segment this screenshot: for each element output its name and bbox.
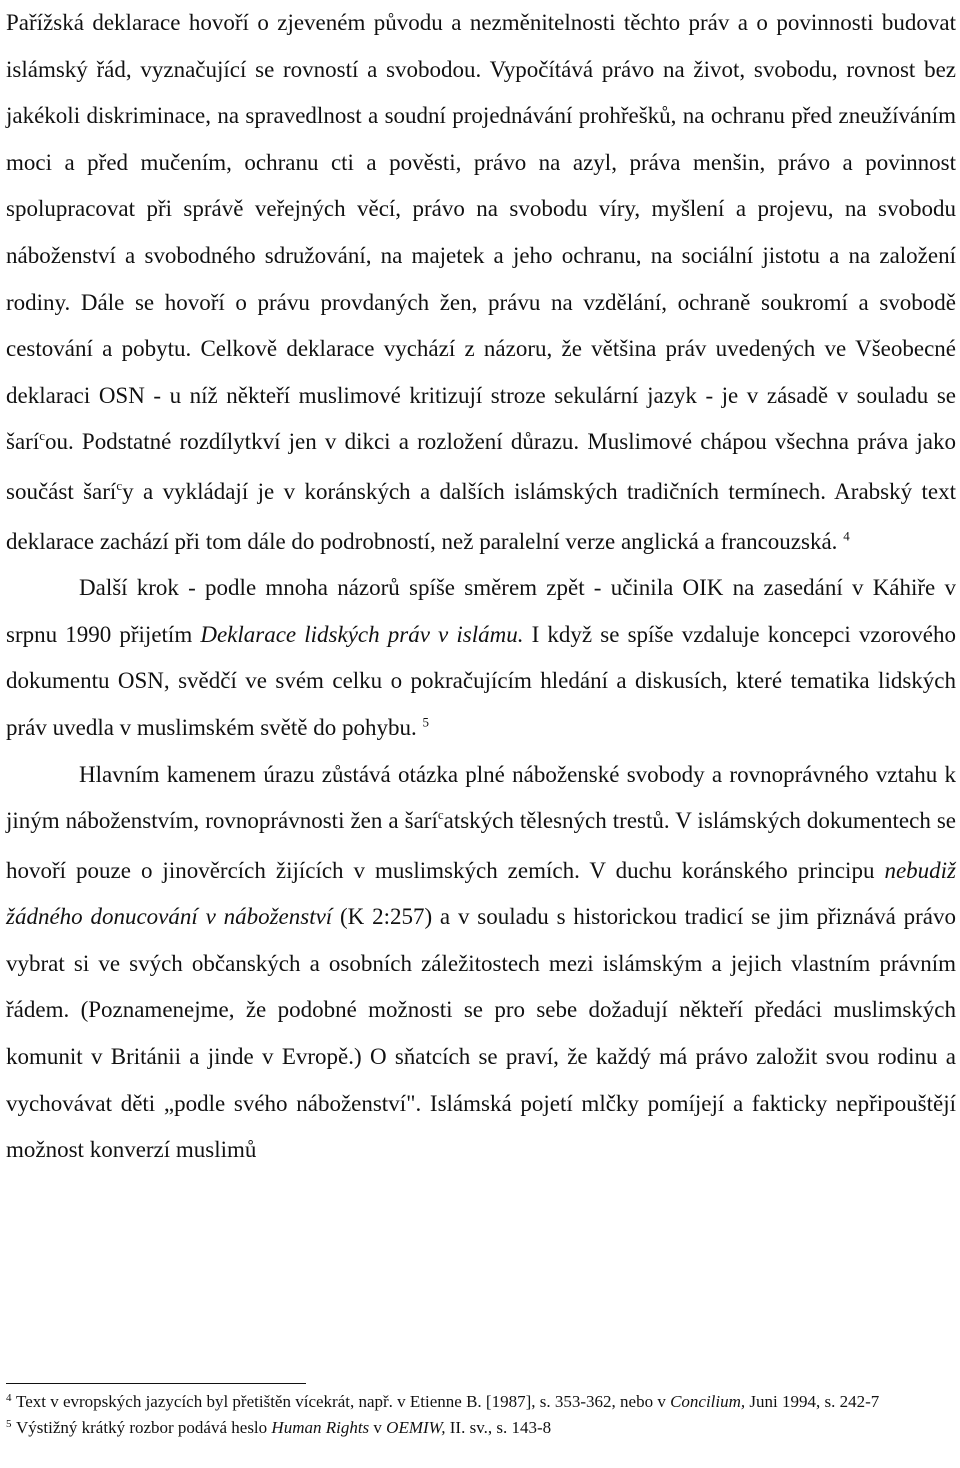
declaration-title: Deklarace lidských práv v islámu. [200,621,524,647]
quran-quote: nebudiž žádného donucování v náboženství [6,857,956,930]
footnote-ref-4[interactable]: 4 [843,527,850,543]
ayn-superscript: c [437,807,444,823]
footnote-4 [6,1390,956,1416]
footnote-divider [6,1383,306,1384]
footnote-5 [6,1416,956,1442]
ayn-superscript: c [116,477,123,493]
paragraph-3-text-b: atských tělesných trestů. V islámských dokumentech se hovoří pouze o jinověrcích žijících v muslimských zemích. V duchu koránského principu [6,808,957,883]
paragraph-2-text-a: Další krok - podle mnoha názorů spíše směrem zpět - učinila OIK na zasedání v Káhiře v srpnu 1990 přijetím [6,575,956,647]
footnote-5-source: OEMIW, [386,1418,446,1437]
footnote-4-text-b: Juni 1994, s. 242-7 [745,1392,880,1411]
footnote-5-text-b: v [369,1418,387,1437]
footnote-5-entry: Human Rights [271,1418,370,1437]
footnote-5-number: 5 [6,1418,12,1430]
body-text [6,0,956,1174]
footnote-4-source: Concilium, [670,1392,746,1411]
ayn-superscript: c [39,428,45,444]
paragraph-3-text-c: (K 2:257) a v souladu s historickou tradicí se jim přiznává právo vybrat si ve svých občanských a osobních záležitostech mezi islámským a jejich vlastním právním řádem. (Poznamenejme, že podobné možnosti se pro sebe dožadují někteří předáci muslimských komunit v Británii a jinde v Evropě.) O sňatcích se praví, že každý má právo založit svou rodinu a vychovávat děti „podle svého náboženství". Islámská pojetí mlčky pomíjejí a fakticky nepřipouštějí možnost konverzí muslimů [6,904,956,1163]
paragraph-2-text-b: I když se spíše vzdaluje koncepci vzorového dokumentu OSN, svědčí ve svém celku o pokračujícím hledání a diskusích, které tematika lidských práv uvedla v muslimském světě do pohybu. [6,621,956,740]
footnote-5-text-a: Výstižný krátký rozbor podává heslo [16,1418,272,1437]
paragraph-1-text-a: Pařížská deklarace hovoří o zjeveném původu a nezměnitelnosti těchto práv a o povinnosti budovat islámský řád, vyznačující se rovností a svobodou. Vypočítává právo na život, svobodu, rovnost bez jakékoli diskriminace, na spravedlnost a soudní projednávání prohřešků, na ochranu před zneužíváním moci a před mučením, ochranu cti a pověsti, právo na azyl, práva menšin, právo a povinnost spolupracovat při správě veřejných věcí, právo na svobodu víry, myšlení a projevu, na svobodu náboženství a svobodného sdružování, na majetek a jeho ochranu, na sociální jistotu a na založení rodiny. Dále se hovoří o právu provdaných žen, právu na vzdělání, ochraně soukromí a svobodě cestování a pobytu. Celkově deklarace vychází z názoru, že většina práv uvedených ve Všeobecné deklaraci OSN - u níž někteří muslimové kritizují stroze sekulární jazyk - je v zásadě v souladu se šarí [6,10,956,455]
footnote-5-text-c: II. sv., s. 143-8 [445,1418,552,1437]
paragraph-3-text-a: Hlavním kamenem úrazu zůstává otázka plné náboženské svobody a rovnoprávného vztahu k jiným náboženstvím, rovnoprávnosti žen a šarí [6,761,956,834]
footnote-4-number: 4 [6,1392,12,1404]
footnotes [6,1390,956,1442]
footnote-ref-5[interactable]: 5 [422,714,429,730]
paragraph-1 [6,0,956,565]
footnote-4-text-a: Text v evropských jazycích byl přetištěn vícekrát, např. v Etienne B. [1987], s. 353-362, nebo v [16,1392,671,1411]
paragraph-3 [6,752,956,1174]
paragraph-1-text-c: y a vykládají je v koránských a dalších islámských tradičních termínech. Arabský text deklarace zachází při tom dále do podrobností, než paralelní verze anglická a francouzská. [6,478,957,554]
paragraph-2 [6,565,956,751]
paragraph-1-text-b: ou. Podstatné rozdílytkví jen v dikci a rozložení důrazu. Muslimové chápou všechna práva jako součást šarí [6,429,956,504]
